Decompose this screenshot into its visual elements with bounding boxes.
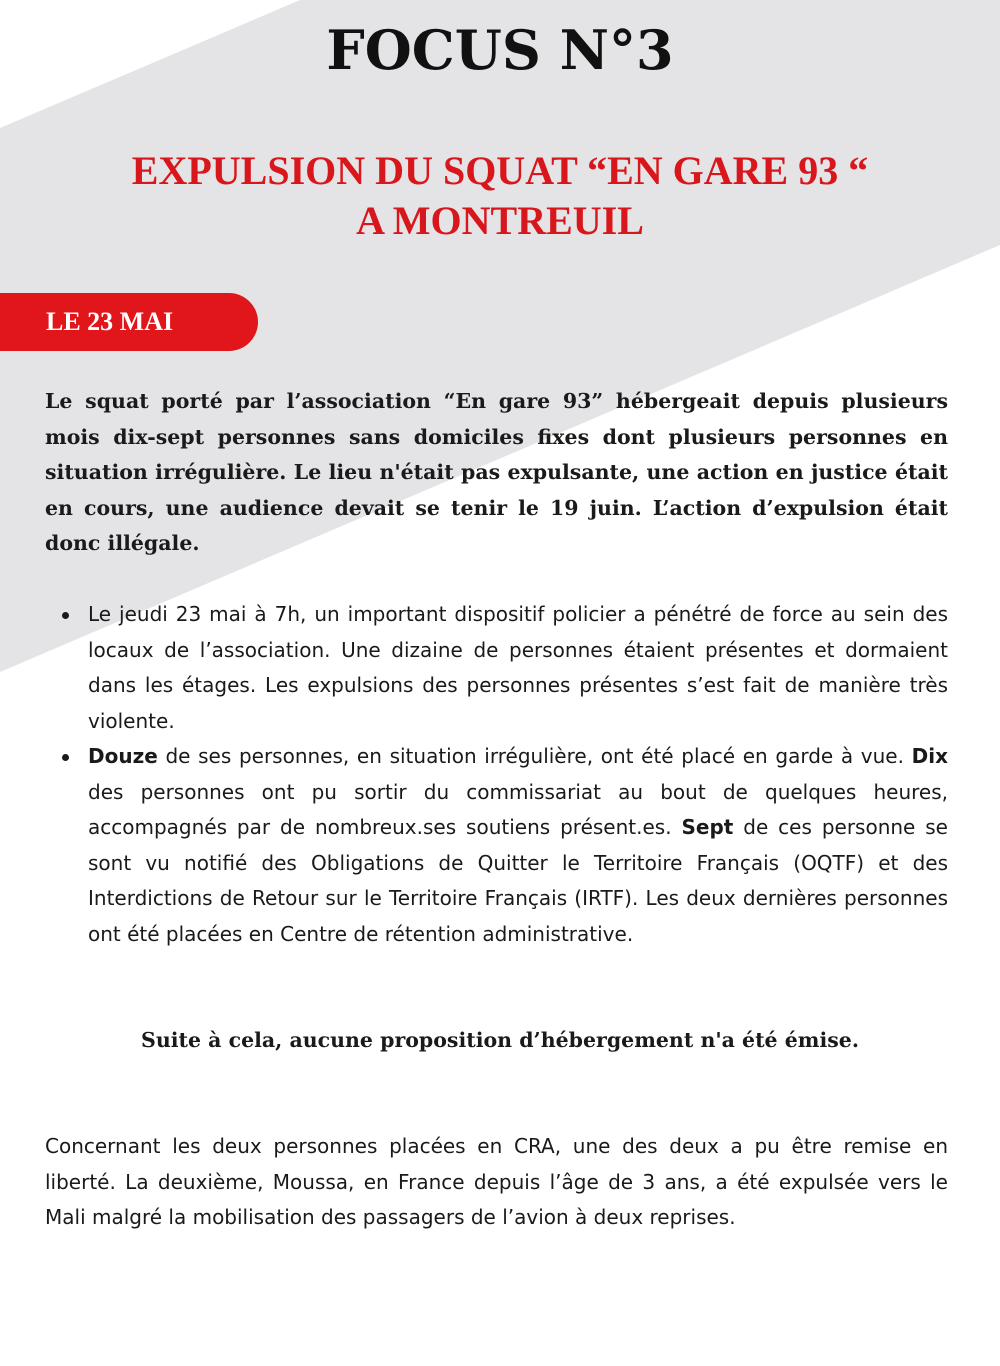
headline-line-2: A MONTREUIL — [356, 198, 644, 243]
list-item-text: Le jeudi 23 mai à 7h, un important dispositif policier a pénétré de force au sein des locaux de l’association. Une dizaine de personnes étaient présentes et dormaient dans les étages. Les expulsions des personnes présentes s’est fait de manière très violente. — [88, 602, 948, 733]
conclusion-paragraph: Concernant les deux personnes placées en CRA, une des deux a pu être remise en liberté. La deuxième, Moussa, en France depuis l’âge de 3 ans, a été expulsée vers le Mali malgré la mobilisation des passagers de l’avion à deux reprises. — [45, 1134, 948, 1229]
list-item-text: de ces personne se sont vu notifié des Obligations de Quitter le Territoire Français (OQTF) et des Interdictions de Retour sur le Territoire Français (IRTF). Les deux dernières personnes ont été placées en Centre de rétention administrative. — [88, 815, 948, 946]
bold-count-douze: Douze — [88, 744, 158, 768]
list-item — [45, 739, 948, 952]
list-item-text: de ses personnes, en situation irrégulière, ont été placé en garde à vue. — [157, 744, 912, 768]
list-item — [45, 597, 948, 739]
headline — [0, 146, 1000, 246]
center-note: Suite à cela, aucune proposition d’hébergement n'a été émise. — [141, 1028, 859, 1052]
bullet-icon — [62, 754, 69, 761]
bold-count-dix: Dix — [911, 744, 948, 768]
intro-paragraph: Le squat porté par l’association “En gare 93” hébergeait depuis plusieurs mois dix-sept personnes sans domiciles fixes dont plusieurs personnes en situation irrégulière. Le lieu n'était pas expulsante, une action en justice était en cours, une audience devait se tenir le 19 juin. L’action d’expulsion était donc illégale. — [45, 389, 948, 555]
headline-line-1: EXPULSION DU SQUAT “EN GARE 93 “ — [131, 148, 869, 193]
list-item-text: des personnes ont pu sortir du commissariat au bout de quelques heures, accompagnés par de nombreux.ses soutiens présent.es. — [88, 779, 948, 839]
focus-title: FOCUS N°3 — [326, 18, 674, 82]
date-tab: LE 23 MAI — [0, 293, 258, 351]
bullet-list — [45, 597, 948, 952]
bullet-icon — [62, 612, 69, 619]
bold-count-sept: Sept — [681, 815, 734, 839]
